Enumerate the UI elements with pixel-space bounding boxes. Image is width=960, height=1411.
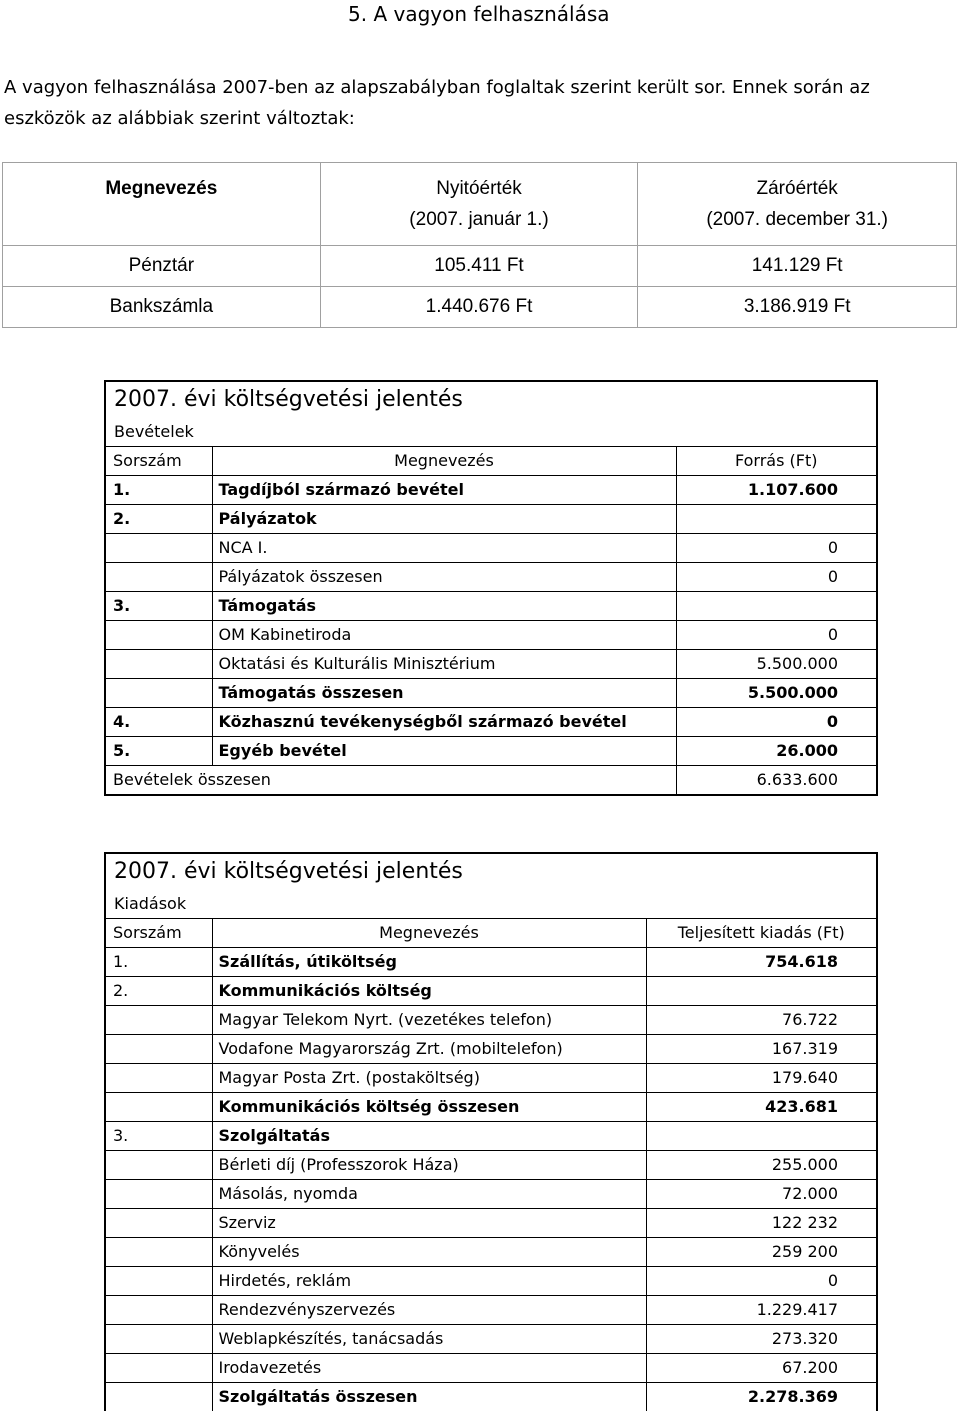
row-name: Tagdíjból származó bevétel xyxy=(212,476,676,505)
row-number: 4. xyxy=(106,708,212,737)
row-name: Másolás, nyomda xyxy=(212,1180,646,1209)
table-row xyxy=(106,476,876,505)
row-value: 754.618 xyxy=(646,948,876,977)
row-value: 76.722 xyxy=(646,1006,876,1035)
expense-header-value: Teljesített kiadás (Ft) xyxy=(646,919,876,948)
row-value: 72.000 xyxy=(646,1180,876,1209)
expense-subtitle: Kiadások xyxy=(106,890,876,918)
table-row xyxy=(106,679,876,708)
income-total-value: 6.633.600 xyxy=(676,766,876,795)
income-total-label: Bevételek összesen xyxy=(106,766,676,795)
row-value: 273.320 xyxy=(646,1325,876,1354)
row-value xyxy=(646,977,876,1006)
section-heading: 5. A vagyon felhasználása xyxy=(348,2,610,26)
income-report xyxy=(104,380,878,796)
expense-report xyxy=(104,852,878,1411)
table-row xyxy=(106,1267,876,1296)
row-value: 67.200 xyxy=(646,1354,876,1383)
row-number xyxy=(106,1296,212,1325)
row-value: 1.107.600 xyxy=(676,476,876,505)
row-value: 5.500.000 xyxy=(676,679,876,708)
row-number xyxy=(106,1064,212,1093)
asset-close-value: 3.186.919 Ft xyxy=(638,287,957,328)
asset-table xyxy=(2,162,957,328)
row-name: Pályázatok összesen xyxy=(212,563,676,592)
row-name: Kommunikációs költség xyxy=(212,977,646,1006)
table-row xyxy=(106,563,876,592)
table-row xyxy=(106,621,876,650)
row-name: Kommunikációs költség összesen xyxy=(212,1093,646,1122)
table-row xyxy=(106,1209,876,1238)
expense-header-row xyxy=(106,919,876,948)
row-name: Egyéb bevétel xyxy=(212,737,676,766)
table-row xyxy=(106,505,876,534)
row-number xyxy=(106,1093,212,1122)
row-number xyxy=(106,650,212,679)
table-row xyxy=(106,948,876,977)
row-name: Szolgáltatás xyxy=(212,1122,646,1151)
row-value: 1.229.417 xyxy=(646,1296,876,1325)
table-row xyxy=(106,1035,876,1064)
row-name: Vodafone Magyarország Zrt. (mobiltelefon) xyxy=(212,1035,646,1064)
row-value: 259 200 xyxy=(646,1238,876,1267)
row-value xyxy=(676,505,876,534)
row-number: 3. xyxy=(106,592,212,621)
row-number xyxy=(106,621,212,650)
asset-header-open: Nyitóérték (2007. január 1.) xyxy=(320,163,638,246)
asset-close-value: 141.129 Ft xyxy=(638,246,957,287)
row-number xyxy=(106,1209,212,1238)
row-name: Rendezvényszervezés xyxy=(212,1296,646,1325)
row-name: OM Kabinetiroda xyxy=(212,621,676,650)
row-name: Közhasznú tevékenységből származó bevétel xyxy=(212,708,676,737)
row-value: 0 xyxy=(676,563,876,592)
table-row xyxy=(106,592,876,621)
row-number: 3. xyxy=(106,1122,212,1151)
row-number xyxy=(106,1325,212,1354)
row-number: 5. xyxy=(106,737,212,766)
row-value: 0 xyxy=(676,534,876,563)
row-name: Oktatási és Kulturális Minisztérium xyxy=(212,650,676,679)
asset-open-value: 105.411 Ft xyxy=(320,246,638,287)
row-value: 423.681 xyxy=(646,1093,876,1122)
row-name: Szerviz xyxy=(212,1209,646,1238)
income-header-value: Forrás (Ft) xyxy=(676,447,876,476)
table-row xyxy=(106,1325,876,1354)
row-value: 0 xyxy=(676,708,876,737)
row-number xyxy=(106,1180,212,1209)
row-value xyxy=(646,1122,876,1151)
row-name: Magyar Telekom Nyrt. (vezetékes telefon) xyxy=(212,1006,646,1035)
row-value: 26.000 xyxy=(676,737,876,766)
row-name: Bérleti díj (Professzorok Háza) xyxy=(212,1151,646,1180)
row-number xyxy=(106,563,212,592)
table-row xyxy=(106,1151,876,1180)
income-subtitle: Bevételek xyxy=(106,418,876,446)
row-number xyxy=(106,1238,212,1267)
row-value: 167.319 xyxy=(646,1035,876,1064)
row-number: 2. xyxy=(106,505,212,534)
row-name: Könyvelés xyxy=(212,1238,646,1267)
table-row xyxy=(106,1383,876,1411)
asset-header-close: Záróérték (2007. december 31.) xyxy=(638,163,957,246)
table-row xyxy=(106,1354,876,1383)
row-number xyxy=(106,1383,212,1411)
row-name: Szolgáltatás összesen xyxy=(212,1383,646,1411)
table-row xyxy=(106,1122,876,1151)
expense-header-no: Sorszám xyxy=(106,919,212,948)
table-row xyxy=(106,1006,876,1035)
table-row xyxy=(106,1296,876,1325)
table-row xyxy=(106,1064,876,1093)
row-number: 2. xyxy=(106,977,212,1006)
row-name: Magyar Posta Zrt. (postaköltség) xyxy=(212,1064,646,1093)
asset-name: Pénztár xyxy=(3,246,321,287)
row-number xyxy=(106,679,212,708)
table-row xyxy=(106,1238,876,1267)
row-number xyxy=(106,1267,212,1296)
income-header-name: Megnevezés xyxy=(212,447,676,476)
table-row xyxy=(106,708,876,737)
row-value xyxy=(676,592,876,621)
row-value: 179.640 xyxy=(646,1064,876,1093)
row-value: 0 xyxy=(676,621,876,650)
row-name: Szállítás, útiköltség xyxy=(212,948,646,977)
row-name: Pályázatok xyxy=(212,505,676,534)
income-header-no: Sorszám xyxy=(106,447,212,476)
row-name: Weblapkészítés, tanácsadás xyxy=(212,1325,646,1354)
asset-row xyxy=(3,287,957,328)
table-row xyxy=(106,977,876,1006)
row-number: 1. xyxy=(106,948,212,977)
row-number xyxy=(106,1151,212,1180)
row-name: Támogatás összesen xyxy=(212,679,676,708)
row-number xyxy=(106,1006,212,1035)
row-value: 255.000 xyxy=(646,1151,876,1180)
row-value: 5.500.000 xyxy=(676,650,876,679)
income-header-row xyxy=(106,447,876,476)
table-row xyxy=(106,534,876,563)
asset-open-value: 1.440.676 Ft xyxy=(320,287,638,328)
row-name: Irodavezetés xyxy=(212,1354,646,1383)
row-name: Támogatás xyxy=(212,592,676,621)
row-value: 122 232 xyxy=(646,1209,876,1238)
expense-title: 2007. évi költségvetési jelentés xyxy=(106,854,876,890)
intro-paragraph: A vagyon felhasználása 2007-ben az alapszabályban foglaltak szerint került sor. Ennek során az eszközök az alábbiak szerint változtak: xyxy=(4,72,954,134)
row-value: 2.278.369 xyxy=(646,1383,876,1411)
asset-name: Bankszámla xyxy=(3,287,321,328)
asset-row xyxy=(3,246,957,287)
row-name: NCA I. xyxy=(212,534,676,563)
row-number: 1. xyxy=(106,476,212,505)
row-value: 0 xyxy=(646,1267,876,1296)
row-name: Hirdetés, reklám xyxy=(212,1267,646,1296)
table-row xyxy=(106,1093,876,1122)
table-row xyxy=(106,1180,876,1209)
expense-header-name: Megnevezés xyxy=(212,919,646,948)
table-row xyxy=(106,650,876,679)
asset-header-name: Megnevezés xyxy=(3,163,321,246)
row-number xyxy=(106,1035,212,1064)
row-number xyxy=(106,534,212,563)
income-total-row xyxy=(106,766,876,795)
table-row xyxy=(106,737,876,766)
row-number xyxy=(106,1354,212,1383)
income-title: 2007. évi költségvetési jelentés xyxy=(106,382,876,418)
